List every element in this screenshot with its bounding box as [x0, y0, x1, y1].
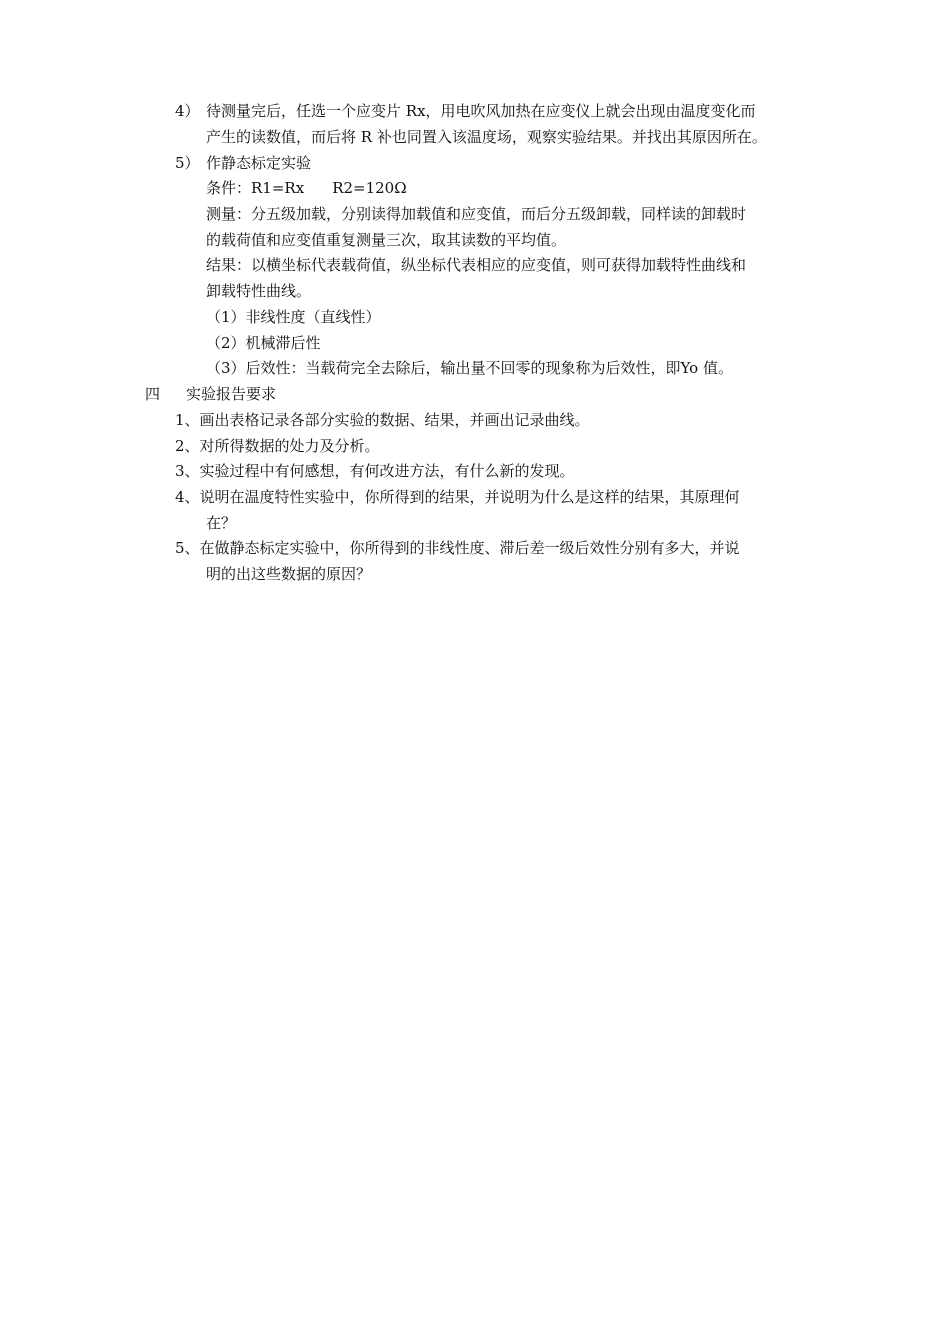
- item-5-condition: [206, 178, 407, 198]
- requirement-5-line-2: 明的出这些数据的原因？: [206, 565, 372, 583]
- section-4-number: 四: [145, 385, 161, 403]
- item-5-sub-3: （3）后效性：当载荷完全去除后，输出量不回零的现象称为后效性，即Yo 值。: [206, 359, 733, 377]
- item-5-title: 作静态标定实验: [206, 154, 312, 172]
- item-5-measure-line-1: 测量：分五级加载，分别读得加载值和应变值，而后分五级卸载，同样读的卸载时: [206, 205, 747, 223]
- item-5-measure-line-2: 的载荷值和应变值重复测量三次，取其读数的平均值。: [206, 231, 567, 249]
- item-4-line-2: 产生的读数值，而后将 R 补也同置入该温度场，观察实验结果。并找出其原因所在。: [206, 128, 767, 146]
- requirement-4-line-1: 4、说明在温度特性实验中，你所得到的结果，并说明为什么是这样的结果，其原理何: [175, 488, 740, 506]
- section-4-title: 实验报告要求: [186, 385, 277, 403]
- requirement-3: 3、实验过程中有何感想，有何改进方法，有什么新的发现。: [175, 462, 575, 480]
- item-4-number: 4）: [175, 102, 200, 120]
- condition-r2: R2=120Ω: [332, 179, 407, 197]
- condition-label: 条件：: [206, 179, 252, 197]
- condition-r1: R1=Rx: [251, 179, 305, 197]
- item-5-result-line-2: 卸载特性曲线。: [206, 282, 312, 300]
- item-5-number: 5）: [175, 154, 200, 172]
- requirement-4-line-2: 在？: [206, 514, 237, 532]
- item-5-result-line-1: 结果：以横坐标代表载荷值，纵坐标代表相应的应变值，则可获得加载特性曲线和: [206, 256, 747, 274]
- requirement-5-line-1: 5、在做静态标定实验中，你所得到的非线性度、滞后差一级后效性分别有多大，并说: [175, 539, 740, 557]
- requirement-1: 1、画出表格记录各部分实验的数据、结果，并画出记录曲线。: [175, 411, 590, 429]
- item-5-sub-2: （2）机械滞后性: [206, 334, 321, 352]
- requirement-2: 2、对所得数据的处力及分析。: [175, 437, 380, 455]
- item-4-line-1: 待测量完后，任选一个应变片 Rx，用电吹风加热在应变仪上就会出现由温度变化而: [206, 102, 756, 120]
- item-5-sub-1: （1）非线性度（直线性）: [206, 308, 381, 326]
